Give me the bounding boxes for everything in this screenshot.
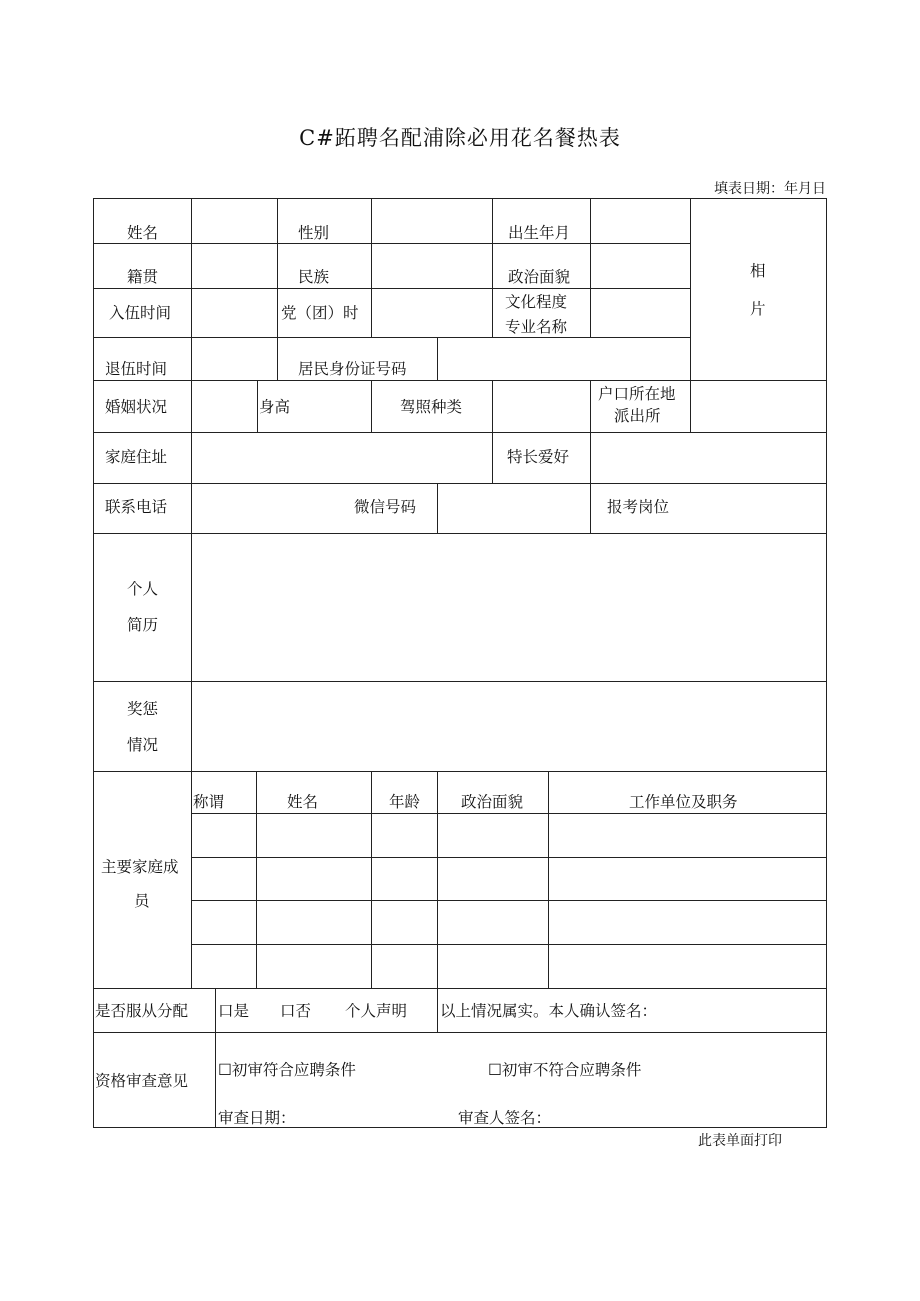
discharge-time-input[interactable]: [193, 339, 276, 379]
label-marital: 婚姻状况: [105, 398, 168, 416]
label-hukou-line1: 户口所在地: [598, 385, 676, 403]
label-gender: 性别: [298, 224, 330, 242]
grid-line: [590, 483, 591, 534]
grid-line: [492, 432, 493, 484]
label-wechat: 微信号码: [354, 498, 417, 516]
grid-line: [826, 198, 827, 1128]
obey-no-checkbox[interactable]: 口否: [280, 1002, 312, 1020]
grid-line: [191, 944, 827, 945]
label-party-time: 党（团）时: [281, 304, 359, 322]
label-reward-line1: 奖惩: [127, 700, 159, 718]
wechat-input[interactable]: [439, 485, 589, 532]
label-review: 资格审查意见: [95, 1072, 189, 1090]
grid-line: [492, 380, 493, 433]
label-discharge-time: 退伍时间: [105, 360, 168, 378]
height-input[interactable]: [300, 382, 370, 431]
family-col-work: 工作单位及职务: [629, 793, 738, 811]
position-input[interactable]: [690, 485, 825, 532]
grid-line: [690, 198, 691, 381]
reward-input[interactable]: [193, 683, 825, 770]
label-major: 专业名称: [505, 318, 568, 336]
grid-line: [371, 198, 372, 338]
grid-line: [492, 198, 493, 338]
family-row-2[interactable]: [193, 859, 825, 899]
grid-line: [215, 1032, 216, 1128]
photo-label-top: 相: [750, 262, 766, 280]
grid-line: [277, 198, 278, 381]
label-name: 姓名: [127, 224, 159, 242]
label-address: 家庭住址: [105, 448, 168, 466]
grid-line: [93, 483, 827, 484]
label-family-line1: 主要家庭成: [101, 858, 179, 876]
grid-line: [215, 988, 216, 1033]
label-education: 文化程度: [505, 293, 568, 311]
grid-line: [191, 813, 827, 814]
marital-input[interactable]: [193, 382, 256, 431]
review-fail-checkbox[interactable]: ☐初审不符合应聘条件: [488, 1061, 642, 1079]
name-input[interactable]: [193, 200, 276, 242]
resume-input[interactable]: [193, 535, 825, 680]
grid-line: [371, 380, 372, 433]
phone-input[interactable]: [193, 485, 343, 532]
fill-date: 填表日期：年月日: [714, 181, 826, 197]
id-number-input[interactable]: [439, 339, 689, 379]
label-reviewer: 审查人签名：: [458, 1109, 552, 1127]
footer-note: 此表单面打印: [698, 1133, 782, 1149]
birth-input[interactable]: [592, 200, 689, 242]
family-row-4[interactable]: [193, 946, 825, 987]
grid-line: [93, 198, 94, 1128]
enlist-time-input[interactable]: [193, 290, 276, 336]
label-hukou-line2: 派出所: [614, 407, 661, 425]
label-hobby: 特长爱好: [507, 448, 570, 466]
photo-label-bottom: 片: [750, 300, 766, 318]
native-place-input[interactable]: [193, 245, 276, 287]
grid-line: [191, 432, 192, 484]
grid-line: [590, 432, 591, 484]
label-id-number: 居民身份证号码: [298, 360, 407, 378]
grid-line: [437, 483, 438, 534]
grid-line: [191, 900, 827, 901]
grid-line: [257, 380, 258, 433]
grid-line: [191, 533, 192, 772]
grid-line: [437, 337, 438, 381]
label-birth: 出生年月: [508, 224, 571, 242]
family-row-1[interactable]: [193, 815, 825, 856]
label-height: 身高: [259, 398, 291, 416]
grid-line: [191, 380, 192, 433]
grid-line: [93, 988, 827, 989]
grid-line: [93, 337, 690, 338]
family-row-3[interactable]: [193, 902, 825, 943]
education-input[interactable]: [592, 290, 689, 336]
label-reward-line2: 情况: [127, 736, 159, 754]
label-position: 报考岗位: [607, 498, 670, 516]
label-family-line2: 员: [134, 892, 150, 910]
label-obey: 是否服从分配: [95, 1002, 189, 1020]
photo-area[interactable]: [692, 200, 825, 379]
address-input[interactable]: [193, 434, 491, 482]
label-native-place: 籍贯: [127, 268, 159, 286]
grid-line: [590, 198, 591, 338]
hobby-input[interactable]: [592, 434, 825, 482]
license-input[interactable]: [494, 382, 589, 431]
party-time-input[interactable]: [373, 290, 491, 336]
grid-line: [93, 243, 690, 244]
family-col-name: 姓名: [287, 793, 319, 811]
grid-line: [437, 988, 438, 1033]
label-resume-line2: 简历: [127, 616, 159, 634]
label-phone: 联系电话: [105, 498, 168, 516]
label-enlist-time: 入伍时间: [109, 304, 172, 322]
declare-text: 以上情况属实。本人确认签名：: [440, 1002, 658, 1020]
grid-line: [590, 380, 591, 433]
grid-line: [93, 198, 827, 199]
grid-line: [191, 857, 827, 858]
family-col-title: 称谓: [193, 793, 225, 811]
grid-line: [93, 533, 827, 534]
political-status-input[interactable]: [592, 245, 689, 287]
grid-line: [93, 681, 827, 682]
label-review-date: 审查日期：: [218, 1109, 296, 1127]
label-political-status: 政治面貌: [508, 268, 571, 286]
page-title: C#跖聘名配浦除必用花名餐热表: [299, 126, 621, 150]
grid-line: [191, 771, 192, 989]
grid-line: [191, 483, 192, 534]
label-declare: 个人声明: [345, 1002, 408, 1020]
obey-yes-checkbox[interactable]: 口是: [218, 1002, 250, 1020]
review-pass-checkbox[interactable]: ☐初审符合应聘条件: [218, 1061, 356, 1079]
grid-line: [93, 1032, 827, 1033]
label-resume-line1: 个人: [127, 580, 159, 598]
grid-line: [93, 771, 827, 772]
label-license: 驾照种类: [400, 398, 463, 416]
gender-input[interactable]: [373, 200, 491, 242]
family-col-political: 政治面貌: [461, 793, 524, 811]
label-ethnicity: 民族: [298, 268, 330, 286]
hukou-input[interactable]: [692, 382, 825, 431]
grid-line: [93, 380, 827, 381]
grid-line: [93, 288, 690, 289]
grid-line: [93, 432, 827, 433]
family-col-age: 年龄: [389, 793, 421, 811]
grid-line: [191, 198, 192, 381]
grid-line: [690, 380, 691, 433]
ethnicity-input[interactable]: [373, 245, 491, 287]
